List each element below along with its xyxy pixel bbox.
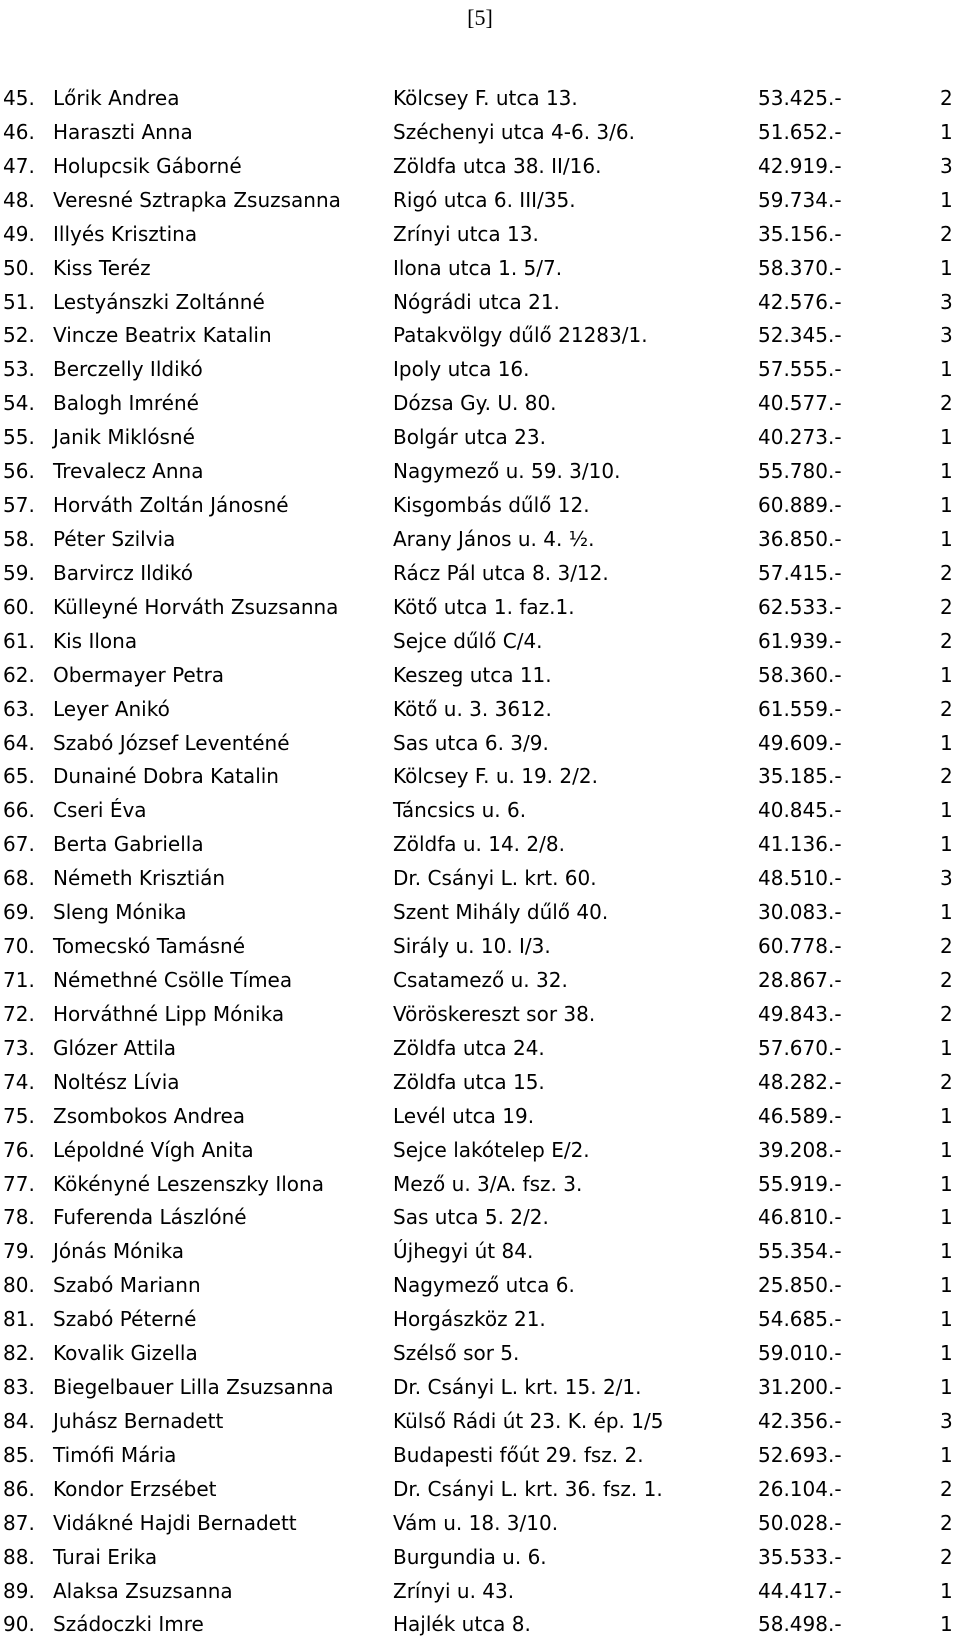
row-count: 2 [940,628,953,653]
row-amount: 40.845.- [758,798,842,823]
row-count: 1 [940,730,953,755]
row-number: 82. [3,1341,35,1366]
row-address: Táncsics u. 6. [393,798,527,823]
row-number: 60. [3,594,35,619]
row-number: 85. [3,1442,35,1467]
row-amount: 62.533.- [758,594,842,619]
row-count: 1 [940,526,953,551]
row-amount: 35.156.- [758,221,842,246]
list-row [0,1472,960,1506]
row-address: Vöröskereszt sor 38. [393,1001,596,1026]
row-name: Noltész Lívia [53,1069,180,1094]
page-number: [5] [467,5,493,30]
row-name: Horváthné Lipp Mónika [53,1001,285,1026]
row-count: 1 [940,1035,953,1060]
row-address: Keszeg utca 11. [393,662,552,687]
row-count: 1 [940,187,953,212]
row-amount: 40.577.- [758,391,842,416]
list-row [0,861,960,895]
row-name: Jónás Mónika [53,1239,185,1264]
row-amount: 52.693.- [758,1442,842,1467]
row-count: 1 [940,1239,953,1264]
row-amount: 55.919.- [758,1171,842,1196]
row-name: Kovalik Gizella [53,1341,198,1366]
row-name: Szabó Mariann [53,1273,201,1298]
row-name: Dunainé Dobra Katalin [53,764,279,789]
row-name: Glózer Attila [53,1035,177,1060]
list-row [0,386,960,420]
row-count: 3 [940,289,953,314]
row-name: Obermayer Petra [53,662,225,687]
list-row [0,217,960,251]
row-name: Berczelly Ildikó [53,357,203,382]
row-address: Horgászköz 21. [393,1307,546,1332]
row-amount: 48.510.- [758,866,842,891]
row-count: 2 [940,1510,953,1535]
row-name: Illyés Krisztina [53,221,198,246]
list-row [0,149,960,183]
list-row [0,997,960,1031]
row-number: 51. [3,289,35,314]
row-amount: 55.354.- [758,1239,842,1264]
row-count: 2 [940,594,953,619]
row-address: Zrínyi u. 43. [393,1578,515,1603]
list-row [0,1031,960,1065]
row-number: 66. [3,798,35,823]
row-name: Kis Ilona [53,628,138,653]
row-name: Berta Gabriella [53,832,204,857]
row-number: 54. [3,391,35,416]
row-amount: 51.652.- [758,119,842,144]
row-amount: 42.576.- [758,289,842,314]
row-number: 88. [3,1544,35,1569]
row-count: 1 [940,798,953,823]
row-number: 70. [3,934,35,959]
row-count: 2 [940,86,953,110]
row-name: Kökényné Leszenszky Ilona [53,1171,324,1196]
row-address: Kisgombás dűlő 12. [393,493,590,518]
row-count: 1 [940,357,953,382]
row-count: 1 [940,1103,953,1128]
row-amount: 55.780.- [758,459,842,484]
row-name: Lestyánszki Zoltánné [53,289,265,314]
list-row [0,726,960,760]
row-amount: 42.919.- [758,153,842,178]
row-number: 64. [3,730,35,755]
row-number: 52. [3,323,35,348]
row-address: Külső Rádi út 23. K. ép. 1/5 [393,1408,664,1433]
row-address: Szent Mihály dűlő 40. [393,900,609,925]
row-name: Horváth Zoltán Jánosné [53,493,289,518]
row-name: Vidákné Hajdi Bernadett [53,1510,297,1535]
row-name: Vincze Beatrix Katalin [53,323,272,348]
row-count: 1 [940,662,953,687]
row-count: 2 [940,560,953,585]
list-row [0,1438,960,1472]
row-address: Sirály u. 10. I/3. [393,934,551,959]
row-amount: 54.685.- [758,1307,842,1332]
row-count: 2 [940,967,953,992]
row-amount: 35.533.- [758,1544,842,1569]
row-address: Újhegyi út 84. [393,1239,534,1264]
row-address: Bolgár utca 23. [393,425,546,450]
list-row [0,1574,960,1608]
row-number: 69. [3,900,35,925]
row-name: Alaksa Zsuzsanna [53,1578,233,1603]
list-row [0,183,960,217]
row-address: Zöldfa utca 15. [393,1069,545,1094]
row-count: 2 [940,1001,953,1026]
list-row [0,590,960,624]
row-name: Szabó József Leventéné [53,730,290,755]
row-amount: 25.850.- [758,1273,842,1298]
row-name: Lőrik Andrea [53,86,180,110]
row-count: 2 [940,1544,953,1569]
row-number: 84. [3,1408,35,1433]
row-count: 1 [940,119,953,144]
row-name: Timófi Mária [53,1442,177,1467]
row-count: 3 [940,1408,953,1433]
list-row [0,1234,960,1268]
row-number: 77. [3,1171,35,1196]
row-number: 78. [3,1205,35,1230]
row-address: Zöldfa u. 14. 2/8. [393,832,565,857]
list-row [0,1336,960,1370]
row-count: 1 [940,900,953,925]
row-address: Nagymező u. 59. 3/10. [393,459,621,484]
row-amount: 40.273.- [758,425,842,450]
row-amount: 50.028.- [758,1510,842,1535]
list-row [0,759,960,793]
row-name: Cseri Éva [53,798,147,823]
row-number: 81. [3,1307,35,1332]
row-number: 59. [3,560,35,585]
row-number: 48. [3,187,35,212]
list-row [0,454,960,488]
row-number: 61. [3,628,35,653]
list-row [0,488,960,522]
row-address: Széchenyi utca 4-6. 3/6. [393,119,635,144]
row-amount: 46.589.- [758,1103,842,1128]
row-address: Levél utca 19. [393,1103,535,1128]
row-amount: 58.360.- [758,662,842,687]
list-row [0,827,960,861]
row-number: 50. [3,255,35,280]
row-number: 72. [3,1001,35,1026]
row-name: Janik Miklósné [53,425,195,450]
row-count: 1 [940,1375,953,1400]
row-address: Kölcsey F. u. 19. 2/2. [393,764,598,789]
row-amount: 52.345.- [758,323,842,348]
row-amount: 49.609.- [758,730,842,755]
row-amount: 59.010.- [758,1341,842,1366]
row-number: 87. [3,1510,35,1535]
list-row [0,1506,960,1540]
row-name: Sleng Mónika [53,900,187,925]
row-number: 56. [3,459,35,484]
row-amount: 58.498.- [758,1612,842,1637]
list-row [0,1404,960,1438]
row-name: Szádoczki Imre [53,1612,204,1637]
list-row [0,1302,960,1336]
row-address: Kötő u. 3. 3612. [393,696,552,721]
row-count: 1 [940,1442,953,1467]
row-count: 2 [940,1476,953,1501]
row-count: 1 [940,1578,953,1603]
list-row [0,318,960,352]
row-address: Budapesti főút 29. fsz. 2. [393,1442,644,1467]
row-name: Juhász Bernadett [53,1408,224,1433]
row-count: 1 [940,832,953,857]
row-address: Zrínyi utca 13. [393,221,539,246]
row-number: 71. [3,967,35,992]
row-amount: 59.734.- [758,187,842,212]
row-name: Turai Erika [53,1544,158,1569]
row-count: 1 [940,255,953,280]
list-row [0,1540,960,1574]
list-row [0,420,960,454]
row-amount: 28.867.- [758,967,842,992]
list-row [0,115,960,149]
row-amount: 53.425.- [758,86,842,110]
row-address: Mező u. 3/A. fsz. 3. [393,1171,583,1196]
row-number: 47. [3,153,35,178]
row-address: Vám u. 18. 3/10. [393,1510,559,1535]
row-number: 57. [3,493,35,518]
row-amount: 57.415.- [758,560,842,585]
row-name: Péter Szilvia [53,526,176,551]
row-address: Dr. Csányi L. krt. 15. 2/1. [393,1375,642,1400]
row-count: 1 [940,1612,953,1637]
row-name: Kiss Teréz [53,255,151,280]
row-number: 76. [3,1137,35,1162]
row-name: Tomecskó Tamásné [53,934,246,959]
row-number: 86. [3,1476,35,1501]
row-amount: 60.889.- [758,493,842,518]
row-name: Kondor Erzsébet [53,1476,217,1501]
row-name: Trevalecz Anna [53,459,204,484]
row-number: 55. [3,425,35,450]
list-row [0,963,960,997]
row-number: 46. [3,119,35,144]
row-number: 75. [3,1103,35,1128]
list-row [0,285,960,319]
row-address: Sejce lakótelep E/2. [393,1137,590,1162]
row-amount: 39.208.- [758,1137,842,1162]
row-amount: 35.185.- [758,764,842,789]
list-row [0,895,960,929]
row-name: Biegelbauer Lilla Zsuzsanna [53,1375,334,1400]
row-address: Dr. Csányi L. krt. 36. fsz. 1. [393,1476,663,1501]
row-name: Leyer Anikó [53,696,170,721]
row-count: 1 [940,1273,953,1298]
row-amount: 49.843.- [758,1001,842,1026]
row-count: 2 [940,221,953,246]
row-amount: 57.670.- [758,1035,842,1060]
row-name: Haraszti Anna [53,119,193,144]
row-address: Burgundia u. 6. [393,1544,547,1569]
row-name: Veresné Sztrapka Zsuzsanna [53,187,341,212]
row-amount: 44.417.- [758,1578,842,1603]
row-count: 2 [940,764,953,789]
row-number: 74. [3,1069,35,1094]
row-address: Rácz Pál utca 8. 3/12. [393,560,609,585]
list-row [0,522,960,556]
list-row [0,1133,960,1167]
list-row [0,1607,960,1641]
row-name: Barvircz Ildikó [53,560,194,585]
row-amount: 36.850.- [758,526,842,551]
row-number: 67. [3,832,35,857]
row-number: 45. [3,86,35,110]
list-row [0,624,960,658]
row-address: Kölcsey F. utca 13. [393,86,578,110]
row-count: 2 [940,696,953,721]
row-address: Patakvölgy dűlő 21283/1. [393,323,648,348]
list-row [0,658,960,692]
row-address: Csatamező u. 32. [393,967,568,992]
list-row [0,1200,960,1234]
row-number: 80. [3,1273,35,1298]
list-row [0,1268,960,1302]
list-row [0,251,960,285]
row-amount: 46.810.- [758,1205,842,1230]
row-address: Nagymező utca 6. [393,1273,575,1298]
row-name: Lépoldné Vígh Anita [53,1137,254,1162]
list-row [0,1370,960,1404]
row-address: Dózsa Gy. U. 80. [393,391,557,416]
row-name: Holupcsik Gáborné [53,153,242,178]
row-amount: 58.370.- [758,255,842,280]
row-number: 53. [3,357,35,382]
row-address: Sas utca 6. 3/9. [393,730,549,755]
row-number: 63. [3,696,35,721]
row-name: Zsombokos Andrea [53,1103,246,1128]
row-number: 83. [3,1375,35,1400]
row-address: Hajlék utca 8. [393,1612,531,1637]
row-count: 1 [940,459,953,484]
row-amount: 61.559.- [758,696,842,721]
recipient-list [0,81,960,1641]
list-row [0,352,960,386]
list-row [0,556,960,590]
list-row [0,793,960,827]
row-name: Szabó Péterné [53,1307,197,1332]
row-address: Kötő utca 1. faz.1. [393,594,575,619]
row-amount: 26.104.- [758,1476,842,1501]
row-count: 1 [940,425,953,450]
list-row [0,1167,960,1201]
row-address: Zöldfa utca 38. II/16. [393,153,602,178]
row-name: Németh Krisztián [53,866,226,891]
row-name: Némethné Csölle Tímea [53,967,293,992]
row-number: 90. [3,1612,35,1637]
row-number: 79. [3,1239,35,1264]
row-count: 3 [940,866,953,891]
row-address: Nógrádi utca 21. [393,289,560,314]
row-address: Sas utca 5. 2/2. [393,1205,549,1230]
row-number: 73. [3,1035,35,1060]
row-number: 68. [3,866,35,891]
row-address: Ilona utca 1. 5/7. [393,255,563,280]
row-address: Szélső sor 5. [393,1341,520,1366]
row-address: Ipoly utca 16. [393,357,530,382]
row-address: Rigó utca 6. III/35. [393,187,576,212]
row-count: 1 [940,1341,953,1366]
row-count: 2 [940,1069,953,1094]
row-count: 2 [940,391,953,416]
row-amount: 41.136.- [758,832,842,857]
list-row [0,929,960,963]
row-address: Dr. Csányi L. krt. 60. [393,866,597,891]
row-amount: 57.555.- [758,357,842,382]
row-name: Fuferenda Lászlóné [53,1205,247,1230]
list-row [0,692,960,726]
row-address: Sejce dűlő C/4. [393,628,543,653]
row-number: 65. [3,764,35,789]
row-number: 62. [3,662,35,687]
row-count: 1 [940,1137,953,1162]
list-row [0,1065,960,1099]
row-count: 3 [940,153,953,178]
list-row [0,81,960,115]
row-amount: 61.939.- [758,628,842,653]
row-number: 49. [3,221,35,246]
row-amount: 42.356.- [758,1408,842,1433]
list-row [0,1099,960,1133]
row-number: 58. [3,526,35,551]
row-amount: 48.282.- [758,1069,842,1094]
row-count: 1 [940,1171,953,1196]
row-amount: 31.200.- [758,1375,842,1400]
row-number: 89. [3,1578,35,1603]
row-count: 1 [940,1307,953,1332]
row-count: 3 [940,323,953,348]
row-address: Zöldfa utca 24. [393,1035,545,1060]
row-count: 2 [940,934,953,959]
row-amount: 60.778.- [758,934,842,959]
row-name: Balogh Imréné [53,391,199,416]
row-name: Külleyné Horváth Zsuzsanna [53,594,339,619]
row-address: Arany János u. 4. ½. [393,526,595,551]
row-count: 1 [940,493,953,518]
row-count: 1 [940,1205,953,1230]
row-amount: 30.083.- [758,900,842,925]
